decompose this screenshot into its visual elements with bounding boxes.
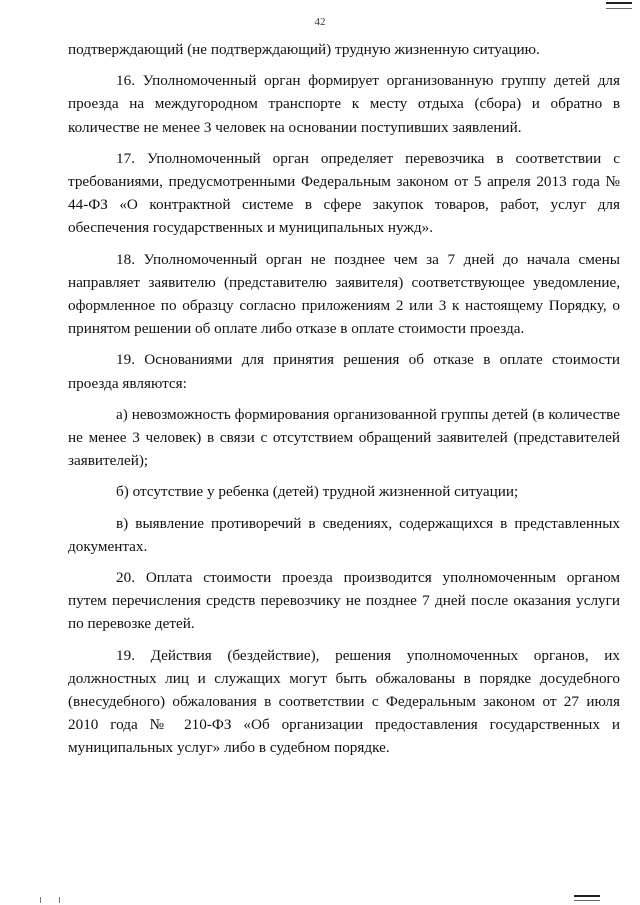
paragraph-20: 20. Оплата стоимости проезда производится уполномоченным органом путем перечисления средств перевозчику не позднее 7 дней после оказания услуги по перевозке детей. — [68, 569, 620, 633]
page-number: 42 — [314, 16, 326, 28]
paragraph-19-grounds: 19. Основаниями для принятия решения об отказе в оплате стоимости проезда являются: — [68, 351, 620, 392]
scan-mark-bottom-left — [40, 897, 60, 903]
paragraph-16: 16. Уполномоченный орган формирует организованную группу детей для проезда на междугородном транспорте к месту отдыха (сбора) и обратно в количестве не менее 3 человек на основании поступивших заявлений. — [68, 72, 620, 136]
scan-mark-bottom-right — [574, 895, 600, 901]
document-body — [68, 38, 620, 760]
list-item-a: а) невозможность формирования организованной группы детей (в количестве не менее 3 человек) в связи с отсутствием обращений заявителей (представителей заявителей); — [68, 405, 620, 470]
paragraph-18: 18. Уполномоченный орган не позднее чем за 7 дней до начала смены направляет заявителю (представителю заявителя) соответствующее уведомление, оформленное по образцу согласно приложениям 2 или 3 к настоящему Порядку, о принятом решении об оплате либо отказе в оплате стоимости проезда. — [68, 250, 620, 338]
paragraph-19-appeal: 19. Действия (бездействие), решения уполномоченных органов, их должностных лиц и служащих могут быть обжалованы в порядке досудебного (внесудебного) обжалования в соответствии с Федеральным законом от 27 июля 2010 года № 210-ФЗ «Об организации предоставления государственных и муниципальных услуг» либо в судебном порядке. — [68, 646, 620, 757]
paragraph-17: 17. Уполномоченный орган определяет перевозчика в соответствии с требованиями, предусмотренными Федеральным законом от 5 апреля 2013 года № 44-ФЗ «О контрактной системе в сфере закупок товаров, работ, услуг для обеспечения государственных и муниципальных нужд». — [68, 149, 620, 237]
paragraph-continuation: подтверждающий (не подтверждающий) трудную жизненную ситуацию. — [68, 41, 540, 58]
list-item-b: б) отсутствие у ребенка (детей) трудной жизненной ситуации; — [116, 483, 519, 501]
scan-mark-top — [606, 2, 632, 9]
list-item-v: в) выявление противоречий в сведениях, содержащихся в представленных документах. — [68, 514, 620, 555]
